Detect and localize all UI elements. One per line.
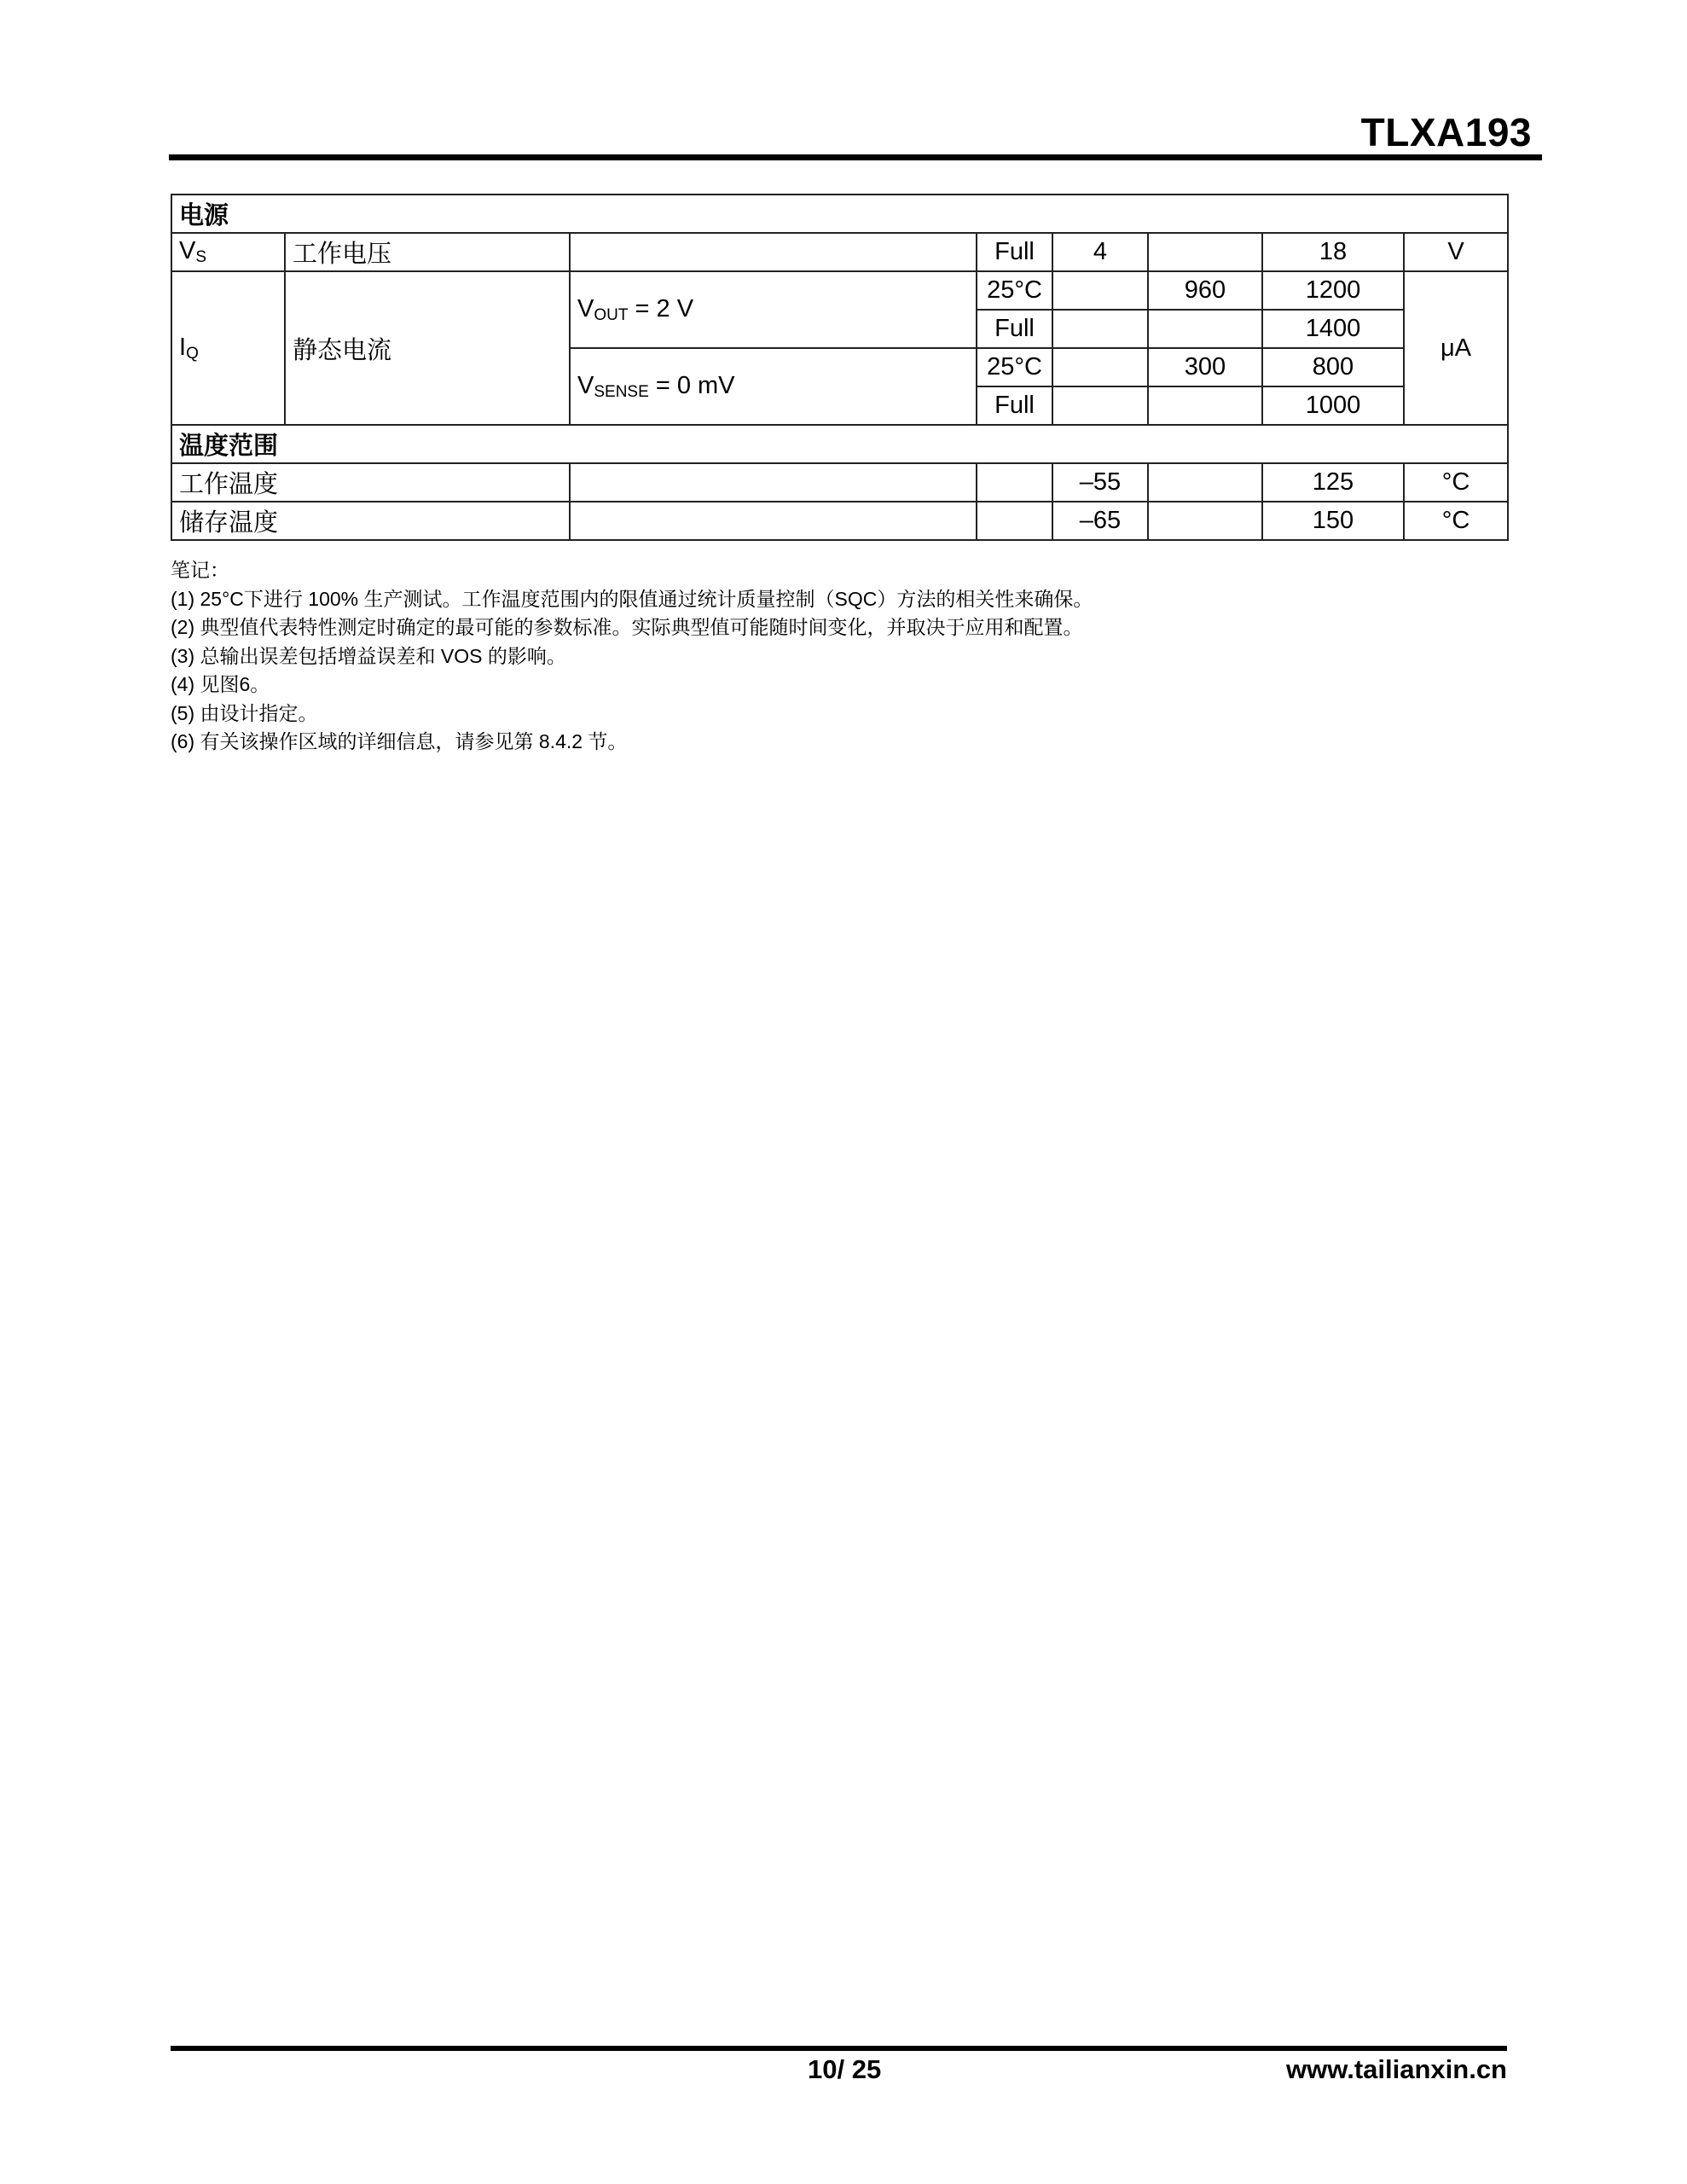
- note-item: (4) 见图6。: [171, 673, 270, 695]
- unit-storage-temp: °C: [1404, 502, 1508, 540]
- condition-op-temp: [570, 463, 977, 502]
- website-link[interactable]: www.tailianxin.cn: [1286, 2054, 1507, 2084]
- max-vs: 18: [1262, 233, 1404, 271]
- spec-table: [171, 194, 1509, 541]
- condition-storage-temp: [570, 502, 977, 540]
- min-iq-3: [1052, 348, 1148, 386]
- max-op-temp: 125: [1262, 463, 1404, 502]
- notes-block: [171, 556, 1093, 757]
- section-row-power: [171, 195, 1508, 233]
- param-name-storage-temp: 储存温度: [171, 502, 570, 540]
- min-iq-4: [1052, 386, 1148, 425]
- page-number: 10/ 25: [808, 2054, 882, 2084]
- unit-op-temp: °C: [1404, 463, 1508, 502]
- typ-op-temp: [1148, 463, 1262, 502]
- temp-iq-1: 25°C: [977, 271, 1052, 310]
- temp-iq-3: 25°C: [977, 348, 1052, 386]
- param-name-iq: 静态电流: [285, 271, 570, 425]
- section-row-temp: [171, 425, 1508, 463]
- condition-vout: $V_{OUT} = 2$ V: [570, 271, 977, 348]
- table-row-storage-temp: [171, 502, 1508, 540]
- footer-rule: [171, 2046, 1507, 2051]
- param-name-op-temp: 工作温度: [171, 463, 570, 502]
- typ-vs: [1148, 233, 1262, 271]
- max-iq-3: 800: [1262, 348, 1404, 386]
- typ-storage-temp: [1148, 502, 1262, 540]
- note-item: (1) 25°C下进行 100% 生产测试。工作温度范围内的限值通过统计质量控制（SQC）方法的相关性来确保。: [171, 587, 1093, 610]
- table-row-vs: [171, 233, 1508, 271]
- temp-op-temp: [977, 463, 1052, 502]
- table-row-op-temp: [171, 463, 1508, 502]
- typ-iq-3: 300: [1148, 348, 1262, 386]
- max-storage-temp: 150: [1262, 502, 1404, 540]
- notes-label: 笔记：: [171, 559, 229, 581]
- min-vs: 4: [1052, 233, 1148, 271]
- section-title-power: 电源: [171, 195, 1508, 233]
- header-rule: [169, 154, 1542, 160]
- table-row-iq-1: [171, 271, 1508, 310]
- typ-iq-2: [1148, 310, 1262, 348]
- note-item: (6) 有关该操作区域的详细信息，请参见第 8.4.2 节。: [171, 730, 628, 752]
- document-title: TLXA193: [1360, 110, 1532, 154]
- temp-iq-2: Full: [977, 310, 1052, 348]
- typ-iq-4: [1148, 386, 1262, 425]
- typ-iq-1: 960: [1148, 271, 1262, 310]
- temp-storage-temp: [977, 502, 1052, 540]
- min-iq-1: [1052, 271, 1148, 310]
- unit-iq: μA: [1404, 271, 1508, 425]
- max-iq-1: 1200: [1262, 271, 1404, 310]
- temp-iq-4: Full: [977, 386, 1052, 425]
- section-title-temp: 温度范围: [171, 425, 1508, 463]
- symbol-iq: $I_Q$: [171, 271, 285, 425]
- min-storage-temp: –65: [1052, 502, 1148, 540]
- max-iq-2: 1400: [1262, 310, 1404, 348]
- condition-vs: [570, 233, 977, 271]
- max-iq-4: 1000: [1262, 386, 1404, 425]
- min-op-temp: –55: [1052, 463, 1148, 502]
- temp-vs: Full: [977, 233, 1052, 271]
- note-item: (3) 总输出误差包括增益误差和 VOS 的影响。: [171, 644, 566, 667]
- symbol-vs: $V_S$: [171, 233, 285, 271]
- param-name-vs: 工作电压: [285, 233, 570, 271]
- min-iq-2: [1052, 310, 1148, 348]
- note-item: (2) 典型值代表特性测定时确定的最可能的参数标准。实际典型值可能随时间变化，并取决于应用和配置。: [171, 616, 1083, 638]
- unit-vs: V: [1404, 233, 1508, 271]
- note-item: (5) 由设计指定。: [171, 701, 318, 724]
- condition-vsense: $V_{SENSE} = 0$ mV: [570, 348, 977, 425]
